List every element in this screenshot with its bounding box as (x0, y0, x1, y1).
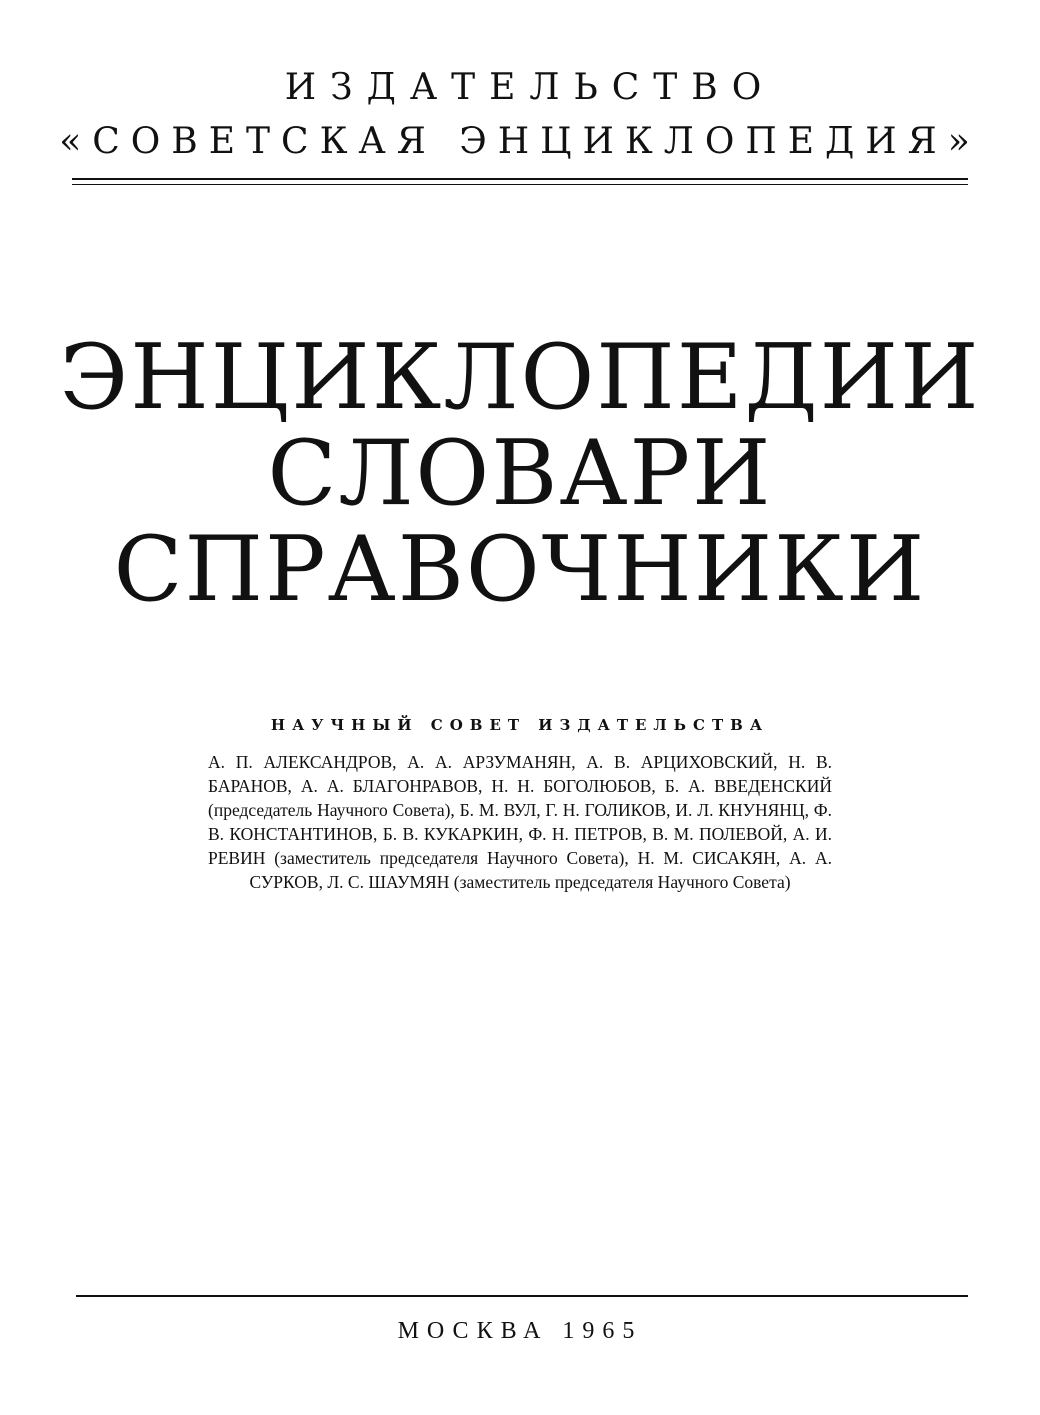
title-line-2: СЛОВАРИ (267, 421, 773, 526)
council-members: А. П. АЛЕКСАНДРОВ, А. А. АРЗУМАНЯН, А. В. АРЦИХОВСКИЙ, Н. В. БАРАНОВ, А. А. БЛАГОНРАВОВ, Н. Н. БОГОЛЮБОВ, Б. А. ВВЕДЕНСКИЙ (председатель Научного Совета), Б. М. ВУЛ, Г. Н. ГОЛИКОВ, И. Л. КНУНЯНЦ, Ф. В. КОНСТАНТИНОВ, Б. В. КУКАРКИН, Ф. Н. ПЕТРОВ, В. М. ПОЛЕВОЙ, А. И. РЕВИН (заместитель председателя Научного Совета), Н. М. СИСАКЯН, А. А. СУРКОВ, Л. С. ШАУМЯН (заместитель председателя Научного Совета) (208, 752, 832, 892)
book-title (0, 325, 1040, 622)
imprint-city-year: МОСКВА 1965 (397, 1318, 643, 1344)
top-rule (72, 178, 968, 180)
bottom-rule (76, 1295, 968, 1297)
title-line-1: ЭНЦИКЛОПЕДИИ (59, 325, 981, 430)
council-heading: НАУЧНЫЙ СОВЕТ ИЗДАТЕЛЬСТВА (270, 716, 770, 734)
publisher-name: «СОВЕТСКАЯ ЭНЦИКЛОПЕДИЯ» (59, 121, 981, 162)
publisher-label: ИЗДАТЕЛЬСТВО (284, 67, 776, 108)
title-line-3: СПРАВОЧНИКИ (113, 517, 927, 622)
top-rule-thin (72, 184, 968, 185)
